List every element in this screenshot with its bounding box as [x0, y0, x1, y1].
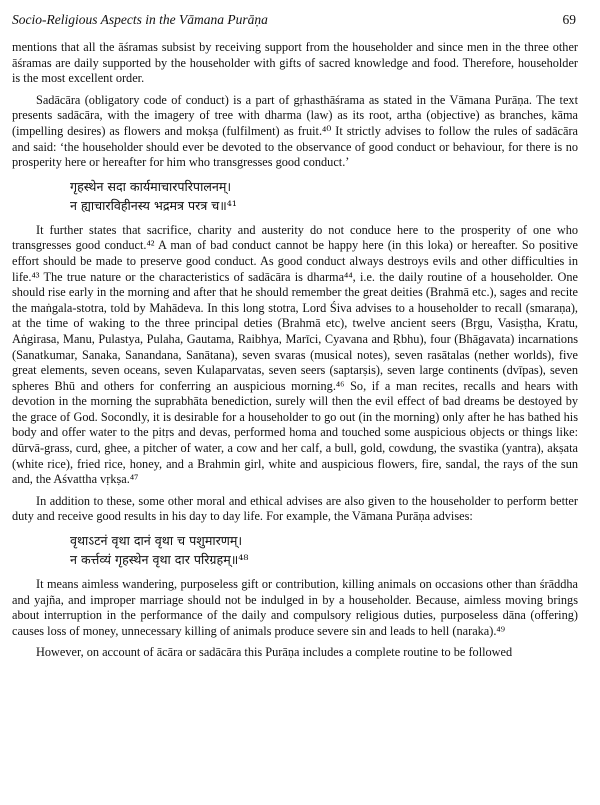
paragraph: Sadācāra (obligatory code of conduct) is a part of gṛhasthāśrama as stated in the Vāmana Purāṇa. The text presents sadācāra, with the imagery of tree with dharma (law) as its root, artha (objective) as branches, kāma (impelling desires) as flowers and mokṣa (fulfilment) as fruit.⁴⁰ It strictly advises to follow the rules of sadācāra and said: ‘the householder should ever be devoted to the observance of good conduct or behaviour, for there is no prosperity here or hereafter for him who transgresses good conduct.’ [12, 92, 578, 170]
page-body [12, 40, 578, 667]
verse-line: गृहस्थेन सदा कार्यमाचारपरिपालनम्। [70, 178, 232, 194]
paragraph: mentions that all the āśramas subsist by receiving support from the householder and since men in the three other āśramas are daily supported by the householder with gifts of sacred knowledge and food. Therefore, householder is the most excellent order. [12, 40, 578, 86]
verse-line: न ह्याचारविहीनस्य भद्रमत्र परत्र च॥⁴¹ [70, 197, 237, 213]
sanskrit-verse [70, 177, 578, 215]
sanskrit-verse [70, 531, 578, 569]
paragraph: It further states that sacrifice, charity and austerity do not conduce here to the prosperity of one who transgresses good conduct.⁴² A man of bad conduct cannot be happy here (in this loka) or hereafter. So positive effort should be made to preserve good conduct. As good conduct always destroys evils and other difficulties in life.⁴³ The true nature or the characteristics of sadācāra is dharma⁴⁴, i.e. the daily routine of a householder. One should rise early in the morning and after that he should remember the great deities (Brahmā etc.), sages and recite the maṅgala-stotra, told by Mahādeva. In this long stotra, Lord Śiva advises to a householder to recall (smaraṇa), at the time of waking to the three principal deties (Brahmā etc), twelve ancient seers (Bṛgu, Vasiṣṭha, Kratu, Aṅgirasa, Manu, Pulastya, Pulaha, Gautama, Raibhya, Marīci, Cyavana and Ṛbhu), four (Bhāgavata) incarnations (Sanatkumar, Sanaka, Sanandana, Sanātana), seven svaras (musical notes), seven rasātalas (nether worlds), five great elements, seven oceans, seven Kulaparvatas, seven seers (saptarṣis), seven large continents (dvīpas), seven spheres Bhū and others for conferring an auspicious morning.⁴⁶ So, if a man recites, recalls and hears with devotion in the morning the suprabhāta benediction, surely will then the evil effect of bad dreams be destoyed by the grace of God. Socondly, it is desirable for a householder to go out (in the morning) only after he has bathed his body and offer water to the pitṛs and devas, performed homa and touched some auspicious objects or things like: dūrvā-grass, curd, ghee, a pitcher of water, a cow and her calf, a bull, gold, cowdung, the svastika (yantra), akṣata (white rice), fried rice, honey, and a Brahmin girl, white and auspicious flowers, fire, sandal, the rays of the sun and, the Aśvattha vṛkṣa.⁴⁷ [12, 222, 578, 487]
running-header [12, 12, 576, 28]
paragraph: It means aimless wandering, purposeless gift or contribution, killing animals on occasions other than śrāddha and yajña, and improper marriage should not be indulged in by a householder. Because, aimless moving brings about interruption in the performance of the daily and compulsory religious duties, purposeless dāna (offering) causes loss of money, unnecessary killing of animals produce severe sin and leads to hell (naraka).⁴⁹ [12, 577, 578, 638]
verse-line: वृथाऽटनं वृथा दानं वृथा च पशुमारणम्। [70, 533, 243, 549]
page-number: 69 [562, 12, 576, 27]
running-title: Socio-Religious Aspects in the Vāmana Purāṇa [12, 12, 268, 27]
paragraph: However, on account of ācāra or sadācāra this Purāṇa includes a complete routine to be followed [36, 645, 513, 660]
verse-line: न कर्त्तव्यं गृहस्थेन वृथा दार परिग्रहम्॥⁴⁸ [70, 552, 249, 568]
paragraph: In addition to these, some other moral and ethical advises are also given to the householder to perform better duty and receive good results in his day to day life. For example, the Vāmana Purāṇa advises: [12, 493, 578, 524]
